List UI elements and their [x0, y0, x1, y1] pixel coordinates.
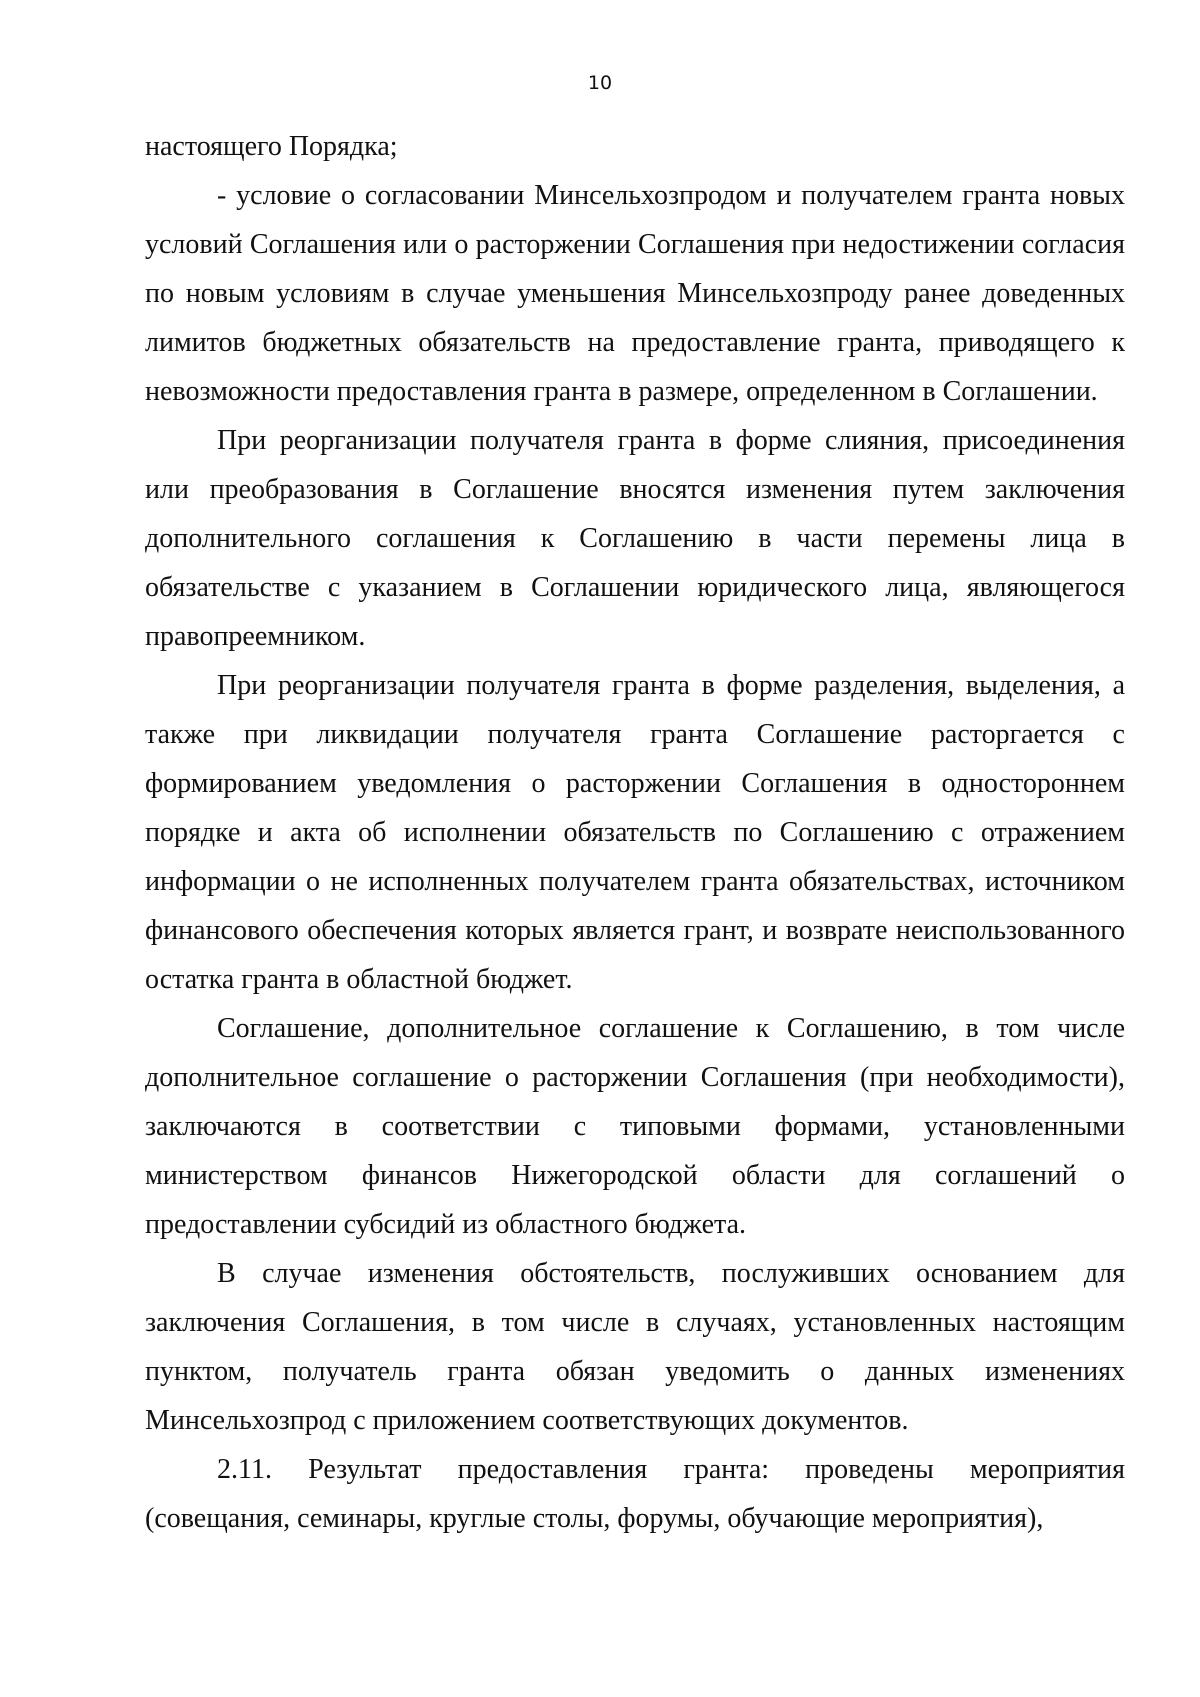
paragraph-reorganization-division: При реорганизации получателя гранта в форме разделения, выделения, а также при ликвидации получателя гранта Соглашение расторгается с формированием уведомления о расторжении Соглашения в одностороннем порядке и акта об исполнении обязательств по Соглашению с отражением информации о не исполненных получателем гранта обязательствах, источником финансового обеспечения которых является грант, и возврате неиспользованного остатка гранта в областной бюджет.: [145, 670, 1125, 995]
paragraph-standard-forms: Соглашение, дополнительное соглашение к Соглашению, в том числе дополнительное соглашение о расторжении Соглашения (при необходимости), заключаются в соответствии с типовыми формами, установленными министерством финансов Нижегородской области для соглашений о предоставлении субсидий из областного бюджета.: [145, 1013, 1125, 1240]
paragraph-agreement-condition: - условие о согласовании Минсельхозпродом и получателем гранта новых условий Соглашения или о расторжении Соглашения при недостижении согласия по новым условиям в случае уменьшения Минсельхозпроду ранее доведенных лимитов бюджетных обязательств на предоставление гранта, приводящего к невозможности предоставления гранта в размере, определенном в Соглашении.: [145, 180, 1125, 407]
page-number: 10: [587, 72, 613, 94]
document-body: [145, 122, 1125, 1543]
paragraph-reorganization-merger: При реорганизации получателя гранта в форме слияния, присоединения или преобразования в Соглашение вносятся изменения путем заключения дополнительного соглашения к Соглашению в части перемены лица в обязательстве с указанием в Соглашении юридического лица, являющегося правопреемником.: [145, 425, 1125, 652]
paragraph-grant-result: 2.11. Результат предоставления гранта: проведены мероприятия (совещания, семинары, круглые столы, форумы, обучающие мероприятия),: [145, 1454, 1125, 1534]
paragraph-change-notification: В случае изменения обстоятельств, послуживших основанием для заключения Соглашения, в том числе в случаях, установленных настоящим пунктом, получатель гранта обязан уведомить о данных изменениях Минсельхозпрод с приложением соответствующих документов.: [145, 1258, 1125, 1436]
paragraph-continuation: настоящего Порядка;: [145, 131, 398, 162]
